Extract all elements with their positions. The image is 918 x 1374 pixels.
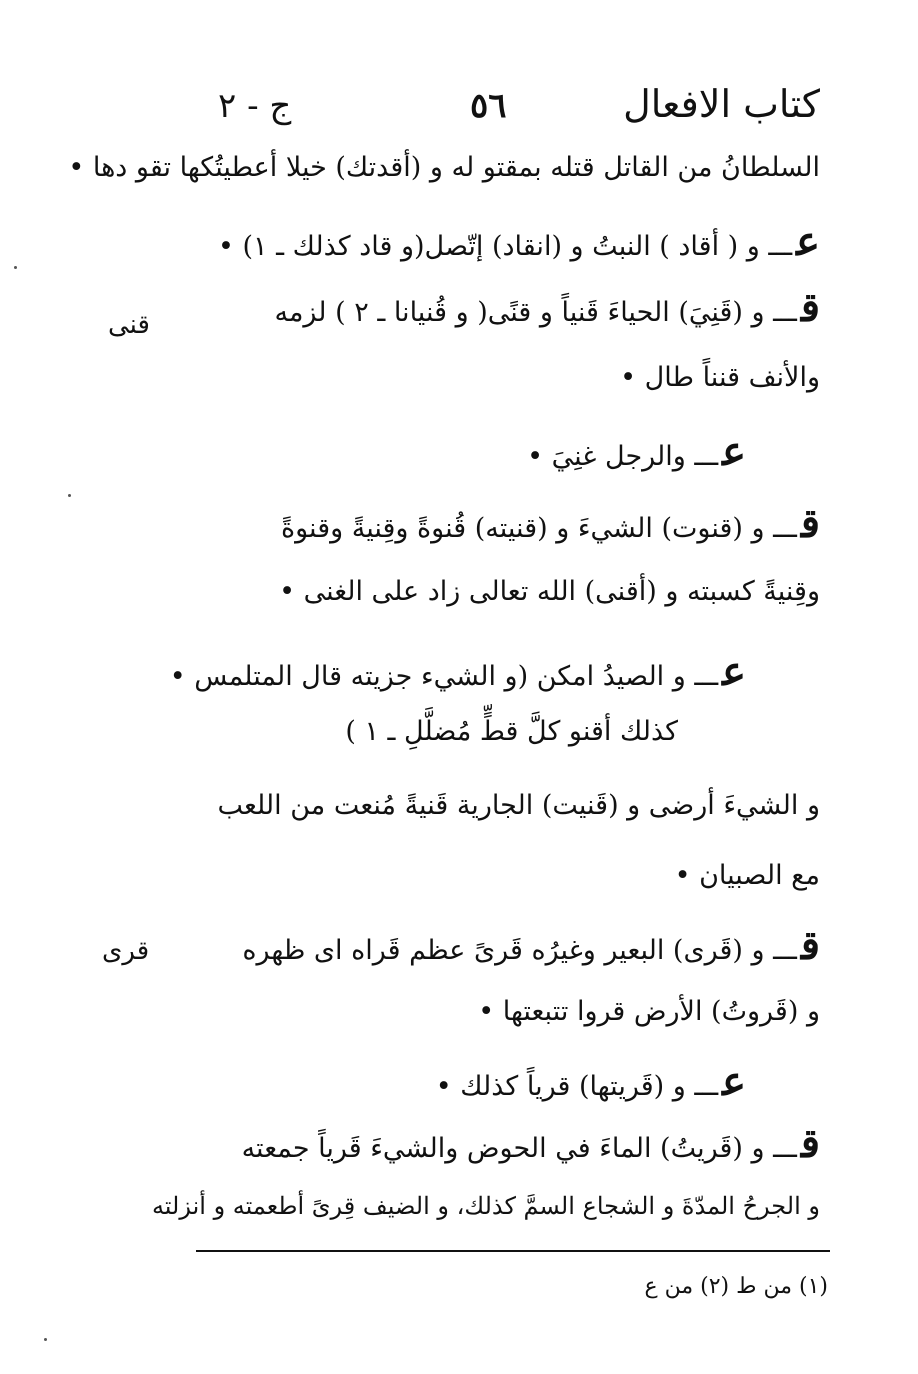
entry-marker: ق xyxy=(800,500,820,547)
line-text: كذلك أقنو كلَّ قطٍّ مُضلَّلِ ـ ١ ) xyxy=(345,716,678,747)
text-line xyxy=(345,716,678,748)
text-line xyxy=(281,500,820,548)
scan-speck xyxy=(44,1338,47,1341)
page-number: ٥٦ xyxy=(470,86,507,126)
line-text: ـــ و (قَرى) البعير وغيرُه قَرىً عظم قَراه اى ظهره xyxy=(242,935,797,966)
text-line xyxy=(170,648,746,696)
line-text: والأنف قنناً طال • xyxy=(620,362,820,393)
text-line xyxy=(242,1120,820,1168)
margin-headword-qara: قرى xyxy=(102,936,150,966)
page-header-title: كتاب الافعال xyxy=(623,82,820,126)
text-line xyxy=(620,362,820,394)
entry-marker: ق xyxy=(800,284,820,331)
footnote: (١) من ط (٢) من ع xyxy=(644,1274,828,1299)
entry-marker: ع xyxy=(722,428,746,475)
line-text: ـــ و (قَريتها) قرياً كذلك • xyxy=(435,1071,719,1102)
line-text: و الجرحُ المدّةَ و الشجاع السمَّ كذلك، و الضيف قِرىً أطعمته و أنزلته xyxy=(151,1192,820,1220)
text-line xyxy=(152,1192,820,1221)
entry-marker: ق xyxy=(800,1120,820,1167)
scan-speck xyxy=(68,494,71,497)
text-line xyxy=(478,996,820,1028)
text-line xyxy=(217,790,820,822)
line-text: ـــ و (قَريتُ) الماءَ في الحوض والشيءَ قَرياً جمعته xyxy=(241,1133,797,1164)
entry-marker: ع xyxy=(722,1058,746,1105)
volume-label: ج - ٢ xyxy=(218,86,292,126)
text-line xyxy=(279,576,820,608)
text-line xyxy=(675,860,820,892)
line-text: ـــ و الصيدُ امكن (و الشيء جزيته قال المتلمس • xyxy=(169,661,719,692)
margin-headword-qina: قنى xyxy=(108,310,150,340)
text-line xyxy=(274,284,820,332)
line-text: السلطانُ من القاتل قتله بمقتو له و (أقدتك) خيلا أعطيتُكها تقو دها • xyxy=(68,152,820,183)
line-text: و الشيءَ أرضى و (قَنيت) الجارية قَنيةً مُنعت من اللعب xyxy=(217,790,820,821)
text-line xyxy=(218,218,820,266)
text-line xyxy=(527,428,746,476)
entry-marker: ع xyxy=(722,648,746,695)
text-line xyxy=(436,1058,746,1106)
text-line xyxy=(68,152,820,184)
line-text: و (قَروتُ) الأرض قروا تتبعتها • xyxy=(478,996,820,1027)
line-text: ـــ و (قَنِيَ) الحياءَ قَنياً و قنًى( و قُنيانا ـ ٢ ) لزمه xyxy=(274,297,797,328)
scan-speck xyxy=(14,266,17,269)
line-text: مع الصبيان • xyxy=(674,860,820,891)
line-text: ـــ والرجل غنِيَ • xyxy=(527,441,719,472)
line-text: وقِنيةً كسبته و (أقنى) الله تعالى زاد على الغنى • xyxy=(279,576,820,607)
line-text: ـــ و ( أقاد ) النبتُ و (انقاد) إتّصل(و قاد كذلك ـ ١) • xyxy=(217,231,793,262)
line-text: ـــ و (قنوت) الشيءَ و (قنيته) قُنوةً وقِنيةً وقنوةً xyxy=(280,513,797,544)
entry-marker: ع xyxy=(796,218,820,265)
footnote-divider xyxy=(196,1250,830,1252)
text-line xyxy=(242,922,820,970)
entry-marker: ق xyxy=(800,922,820,969)
